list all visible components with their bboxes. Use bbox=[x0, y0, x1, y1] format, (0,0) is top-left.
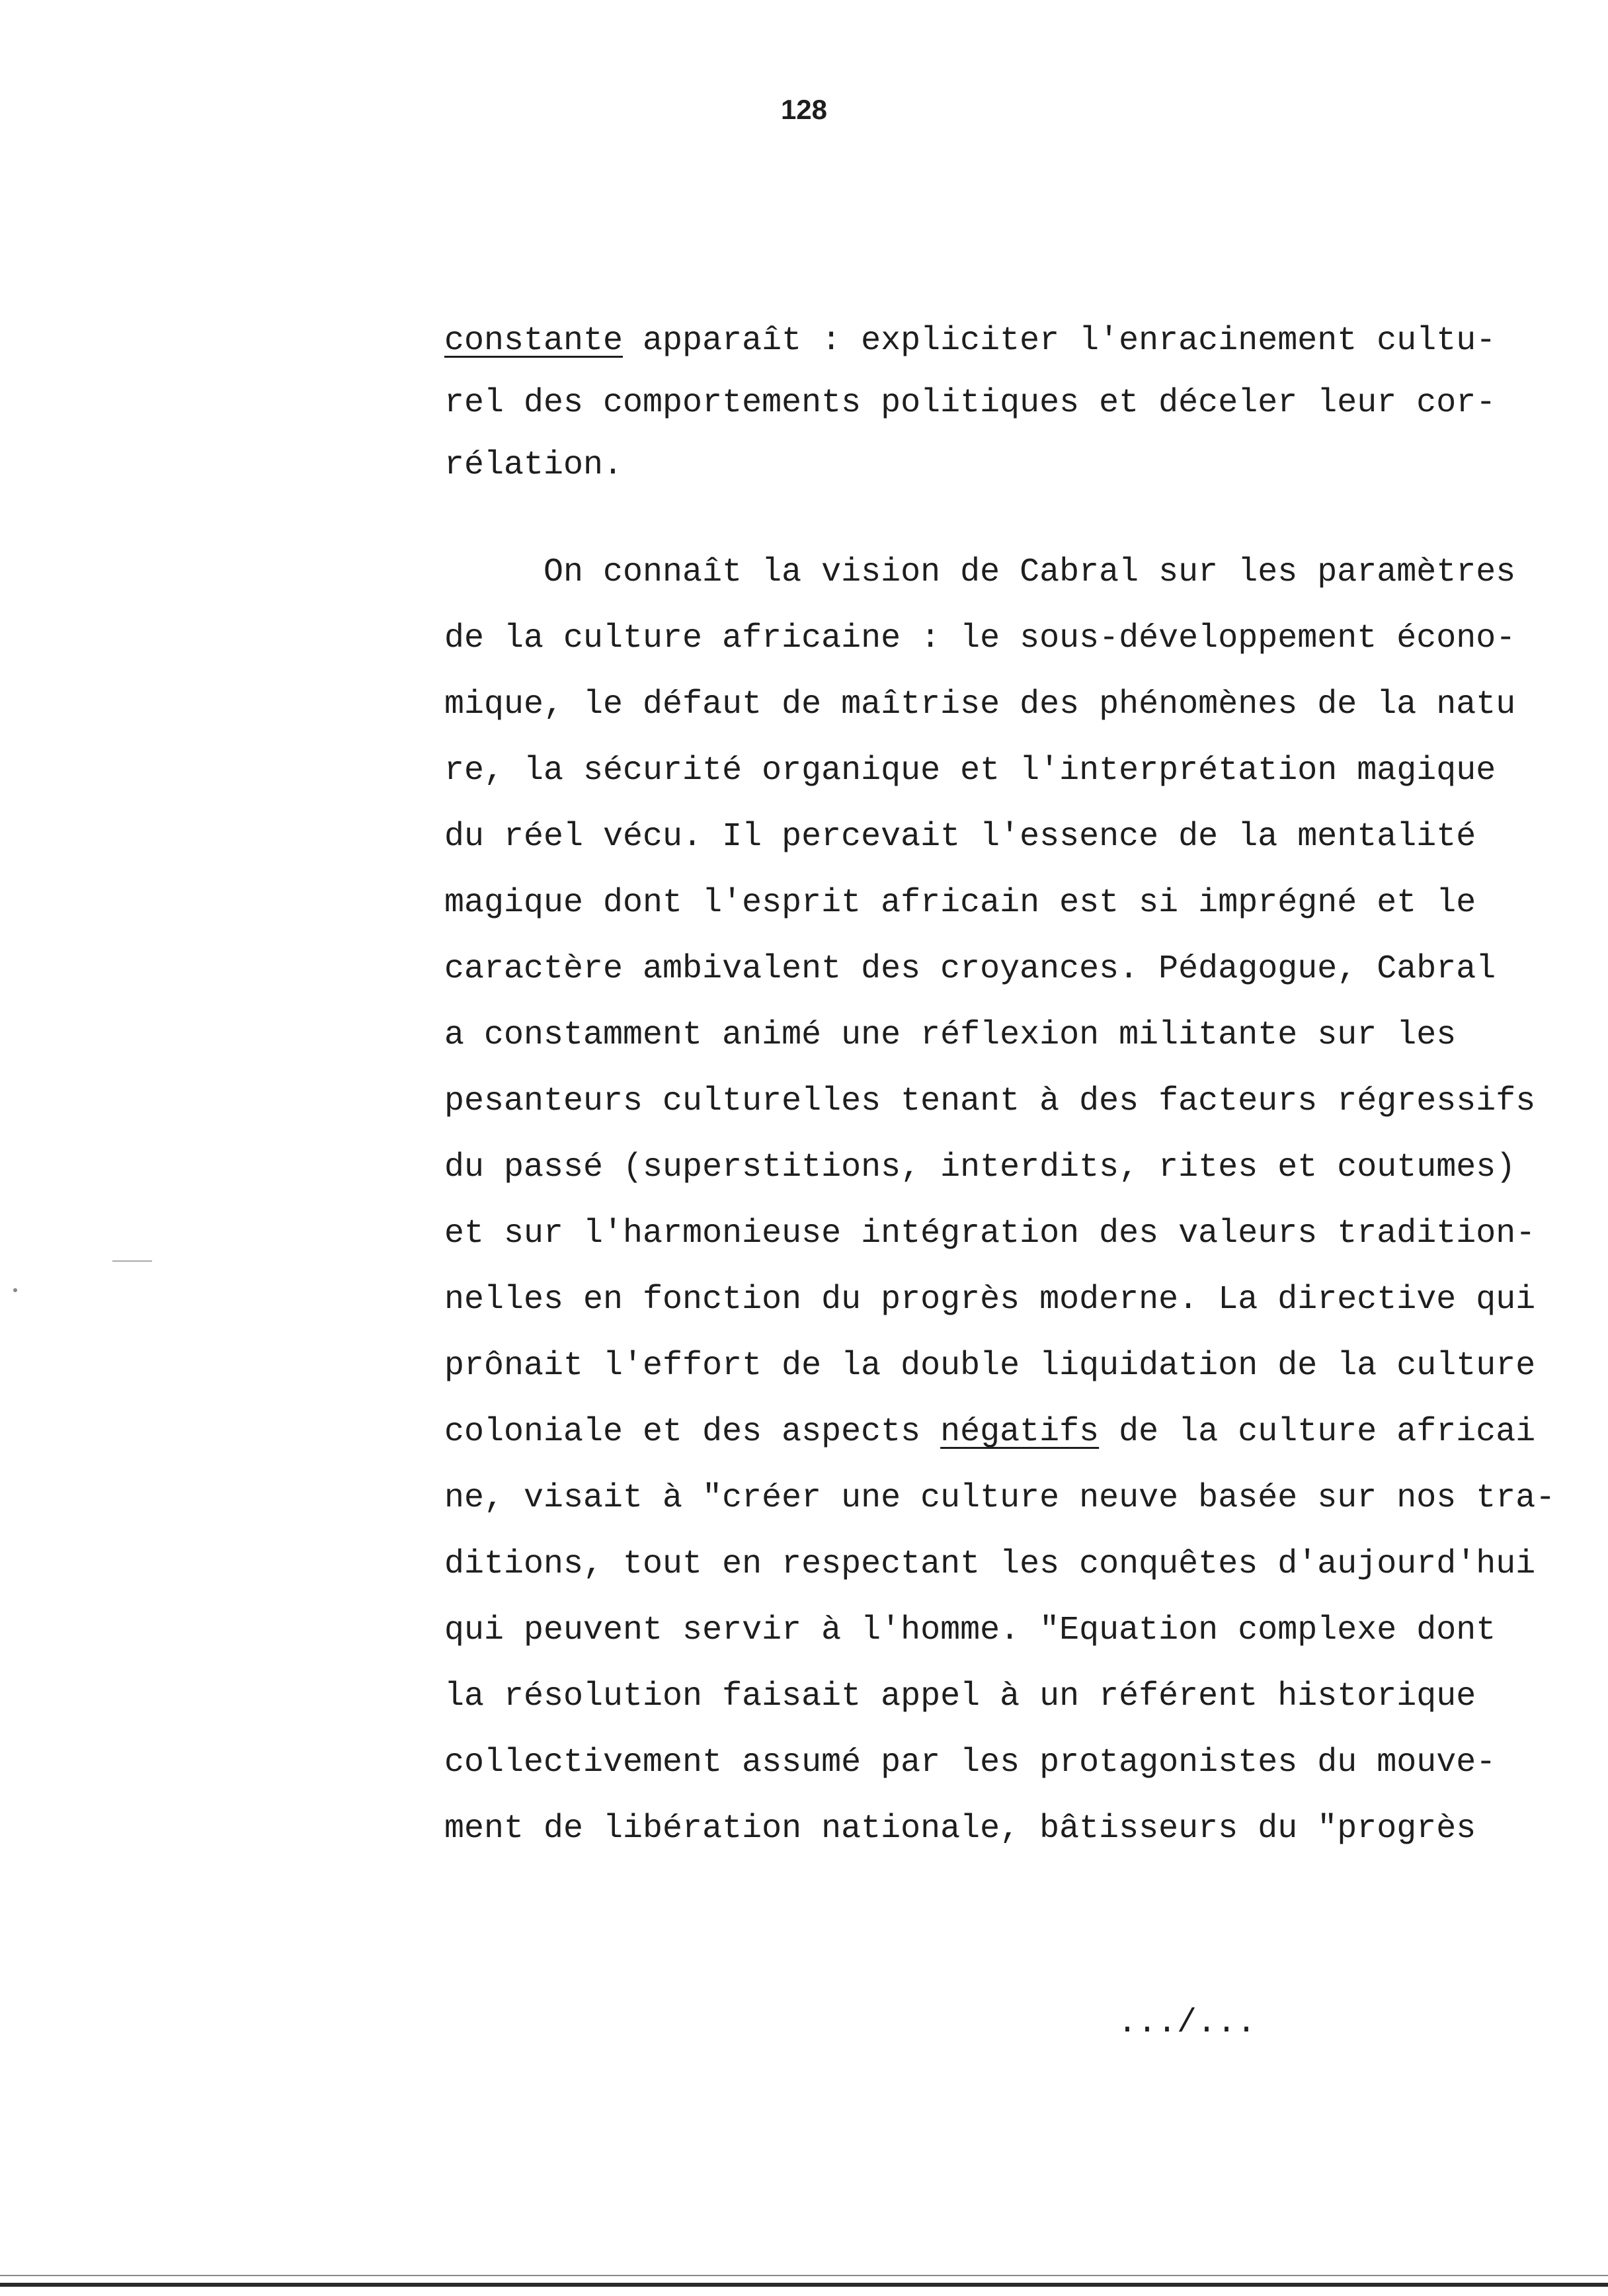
scan-artifact bbox=[13, 1288, 17, 1292]
page-number: 128 bbox=[780, 94, 828, 125]
text-line: prônait l'effort de la double liquidation de la culture bbox=[444, 1347, 1536, 1385]
text-line: qui peuvent servir à l'homme. "Equation complexe dont bbox=[444, 1612, 1496, 1649]
text-line: ditions, tout en respectant les conquêtes d'aujourd'hui bbox=[444, 1545, 1536, 1583]
page-edge-line bbox=[0, 2275, 1608, 2276]
text-line: re, la sécurité organique et l'interprétation magique bbox=[444, 752, 1496, 790]
text-line: coloniale et des aspects négatifs de la culture africai bbox=[444, 1413, 1536, 1451]
text-line: rélation. bbox=[444, 446, 623, 484]
text-line: rel des comportements politiques et déceler leur cor- bbox=[444, 384, 1496, 422]
text-line: du réel vécu. Il percevait l'essence de la mentalité bbox=[444, 818, 1476, 856]
text-line: On connaît la vision de Cabral sur les paramètres bbox=[444, 554, 1516, 591]
text-line: la résolution faisait appel à un référent historique bbox=[444, 1678, 1476, 1715]
text-line: ne, visait à "créer une culture neuve basée sur nos tra- bbox=[444, 1479, 1556, 1517]
scan-artifact bbox=[112, 1260, 152, 1262]
page-edge-rule bbox=[0, 2283, 1608, 2287]
text-line: mique, le défaut de maîtrise des phénomènes de la natu bbox=[444, 686, 1516, 723]
text-line: caractère ambivalent des croyances. Pédagogue, Cabral bbox=[444, 950, 1496, 988]
text-line: pesanteurs culturelles tenant à des facteurs régressifs bbox=[444, 1083, 1536, 1120]
text-line: constante apparaît : expliciter l'enracinement cultu- bbox=[444, 322, 1496, 360]
underlined-word: constante bbox=[444, 322, 623, 360]
text-line: de la culture africaine : le sous-développement écono- bbox=[444, 620, 1516, 657]
text-line: du passé (superstitions, interdits, rites et coutumes) bbox=[444, 1149, 1516, 1186]
text-line: ment de libération nationale, bâtisseurs du "progrès bbox=[444, 1810, 1476, 1848]
text-line: et sur l'harmonieuse intégration des valeurs tradition- bbox=[444, 1215, 1536, 1252]
text-line: a constamment animé une réflexion militante sur les bbox=[444, 1016, 1457, 1054]
text-line: collectivement assumé par les protagonistes du mouve- bbox=[444, 1744, 1496, 1782]
text-line: nelles en fonction du progrès moderne. La directive qui bbox=[444, 1281, 1536, 1319]
continuation-mark: .../... bbox=[1117, 2004, 1257, 2042]
underlined-word: négatifs bbox=[940, 1413, 1100, 1451]
text-line: magique dont l'esprit africain est si imprégné et le bbox=[444, 884, 1476, 922]
